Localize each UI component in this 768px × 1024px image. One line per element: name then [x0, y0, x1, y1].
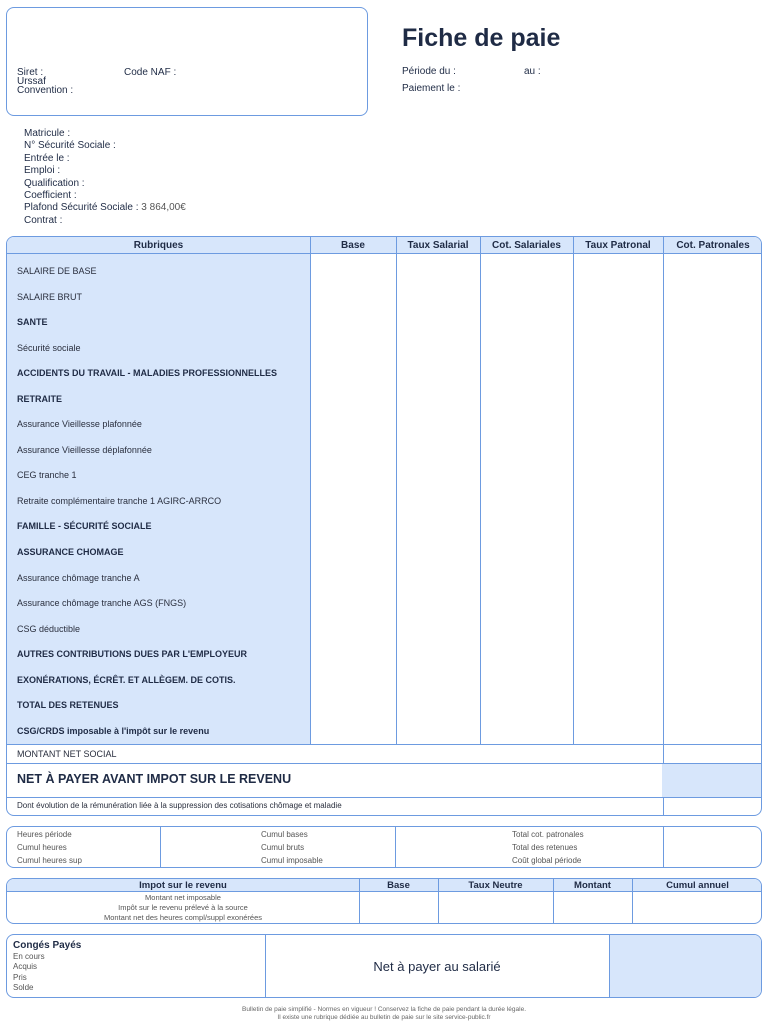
net-social-label: MONTANT NET SOCIAL: [17, 749, 117, 759]
impot-line: Montant net imposable: [145, 893, 221, 902]
plafond-value: 3 864,00€: [141, 202, 186, 214]
table-row: ASSURANCE CHOMAGE: [17, 547, 124, 557]
heures-periode-label: Heures période: [17, 830, 72, 839]
col-divider: [359, 879, 360, 923]
header-impot: Impot sur le revenu: [139, 880, 227, 891]
evolution-label: Dont évolution de la rémunération liée à la suppression des cotisations chômage et maladie: [17, 801, 342, 810]
matricule-label: Matricule :: [24, 128, 71, 139]
header-rubriques: Rubriques: [133, 240, 184, 251]
paiement-label: Paiement le :: [402, 83, 461, 94]
col-divider: [480, 237, 481, 744]
header-base: Base: [341, 240, 365, 251]
net-avant-impot-label: NET À PAYER AVANT IMPOT SUR LE REVENU: [17, 772, 292, 786]
convention-label: Convention :: [17, 85, 74, 96]
table-row: RETRAITE: [17, 394, 62, 404]
col-divider: [663, 827, 664, 867]
col-divider: [395, 827, 396, 867]
table-header: [7, 237, 761, 254]
impot-header: [7, 879, 761, 892]
conges-item: Solde: [13, 983, 34, 992]
periode-label: Période du :: [402, 66, 456, 77]
conges-item: Acquis: [13, 962, 38, 971]
header-taux-salarial: Taux Salarial: [407, 240, 469, 251]
impot-line: Impôt sur le revenu prélevé à la source: [118, 903, 248, 912]
plafond-label: Plafond Sécurité Sociale :: [24, 202, 139, 214]
total-cot-patronales-label: Total cot. patronales: [512, 830, 584, 839]
col-divider: [396, 237, 397, 744]
table-row: CSG/CRDS imposable à l'impôt sur le revenu: [17, 726, 210, 736]
header-taux-patronal: Taux Patronal: [585, 240, 651, 251]
cumul-box: [6, 826, 762, 868]
cumul-heures-sup-label: Cumul heures sup: [17, 856, 82, 865]
table-row: Retraite complémentaire tranche 1 AGIRC-ARRCO: [17, 496, 222, 506]
table-row: Sécurité sociale: [17, 343, 81, 353]
footer-line: Bulletin de paie simplifié - Normes en vigueur ! Conservez la fiche de paie pendant la durée légale.: [242, 1006, 526, 1013]
table-row: CEG tranche 1: [17, 470, 77, 480]
siret-label: Siret :: [17, 67, 44, 78]
col-divider: [553, 879, 554, 923]
cumul-totaux-group: [512, 828, 584, 867]
table-row: EXONÉRATIONS, ÉCRÊT. ET ALLÈGEM. DE COTIS.: [17, 675, 236, 685]
cumul-bruts-label: Cumul bruts: [261, 843, 305, 852]
table-row: AUTRES CONTRIBUTIONS DUES PAR L'EMPLOYEUR: [17, 649, 247, 659]
table-row: SALAIRE BRUT: [17, 292, 83, 302]
header-cumul-annuel: Cumul annuel: [666, 880, 729, 891]
cumul-bases-group: [261, 828, 323, 867]
header-cot-salariales: Cot. Salariales: [492, 240, 561, 251]
header-taux-neutre: Taux Neutre: [468, 880, 523, 891]
table-row: ACCIDENTS DU TRAVAIL - MALADIES PROFESSIONNELLES: [17, 368, 278, 378]
divider: [7, 763, 761, 764]
col-divider: [438, 879, 439, 923]
contrat-label: Contrat :: [24, 214, 63, 226]
qualification-label: Qualification :: [24, 177, 85, 189]
coefficient-label: Coefficient :: [24, 190, 77, 202]
table-row: SALAIRE DE BASE: [17, 266, 97, 276]
cumul-bases-label: Cumul bases: [261, 830, 308, 839]
conges-title: Congés Payés: [13, 940, 82, 951]
page-title: Fiche de paie: [402, 24, 561, 52]
col-divider: [573, 237, 574, 744]
table-row: FAMILLE - SÉCURITÉ SOCIALE: [17, 521, 152, 531]
table-row: Assurance Vieillesse plafonnée: [17, 419, 142, 429]
header-impot-base: Base: [387, 880, 410, 891]
entree-label: Entrée le :: [24, 152, 70, 164]
employer-box: [6, 7, 368, 116]
header-cot-patronales: Cot. Patronales: [676, 240, 750, 251]
payslip-table: [6, 236, 762, 816]
table-row: Assurance chômage tranche A: [17, 573, 140, 583]
total-retenues-label: Total des retenues: [512, 843, 578, 852]
plafond-row: [24, 202, 186, 214]
bottom-box: [6, 934, 762, 998]
net-avant-impot-value: [662, 764, 761, 797]
table-row: Assurance chômage tranche AGS (FNGS): [17, 598, 187, 608]
divider: [7, 797, 761, 798]
conges-item: En cours: [13, 952, 45, 961]
employee-info: [24, 128, 186, 227]
cumul-heures-label: Cumul heures: [17, 843, 67, 852]
conges-item: Pris: [13, 973, 27, 982]
au-label: au :: [524, 66, 541, 77]
table-row: Assurance Vieillesse déplafonnée: [17, 445, 152, 455]
impot-box: [6, 878, 762, 924]
header-montant: Montant: [574, 880, 611, 891]
net-payer-label: Net à payer au salarié: [373, 959, 501, 974]
secu-label: N° Sécurité Sociale :: [24, 140, 116, 152]
footer-line: Il existe une rubrique dédiée au bulletin de paie sur le site service-public.fr: [277, 1014, 491, 1021]
cout-global-label: Coût global période: [512, 856, 582, 865]
emploi-label: Emploi :: [24, 165, 61, 177]
col-divider: [160, 827, 161, 867]
urssaf-label: Urssaf: [17, 76, 46, 87]
cumul-imposable-label: Cumul imposable: [261, 856, 323, 865]
code-naf-label: Code NAF :: [124, 67, 177, 78]
col-divider: [663, 237, 664, 815]
table-row: SANTE: [17, 317, 48, 327]
table-row: CSG déductible: [17, 624, 81, 634]
divider: [7, 744, 761, 745]
col-divider: [632, 879, 633, 923]
impot-line: Montant net des heures compl/suppl exonérées: [103, 913, 262, 922]
footer: [0, 1006, 768, 1022]
net-payer-value: [609, 935, 761, 997]
col-divider: [310, 237, 311, 744]
table-row: TOTAL DES RETENUES: [17, 700, 119, 710]
cumul-heures-group: [17, 828, 82, 867]
